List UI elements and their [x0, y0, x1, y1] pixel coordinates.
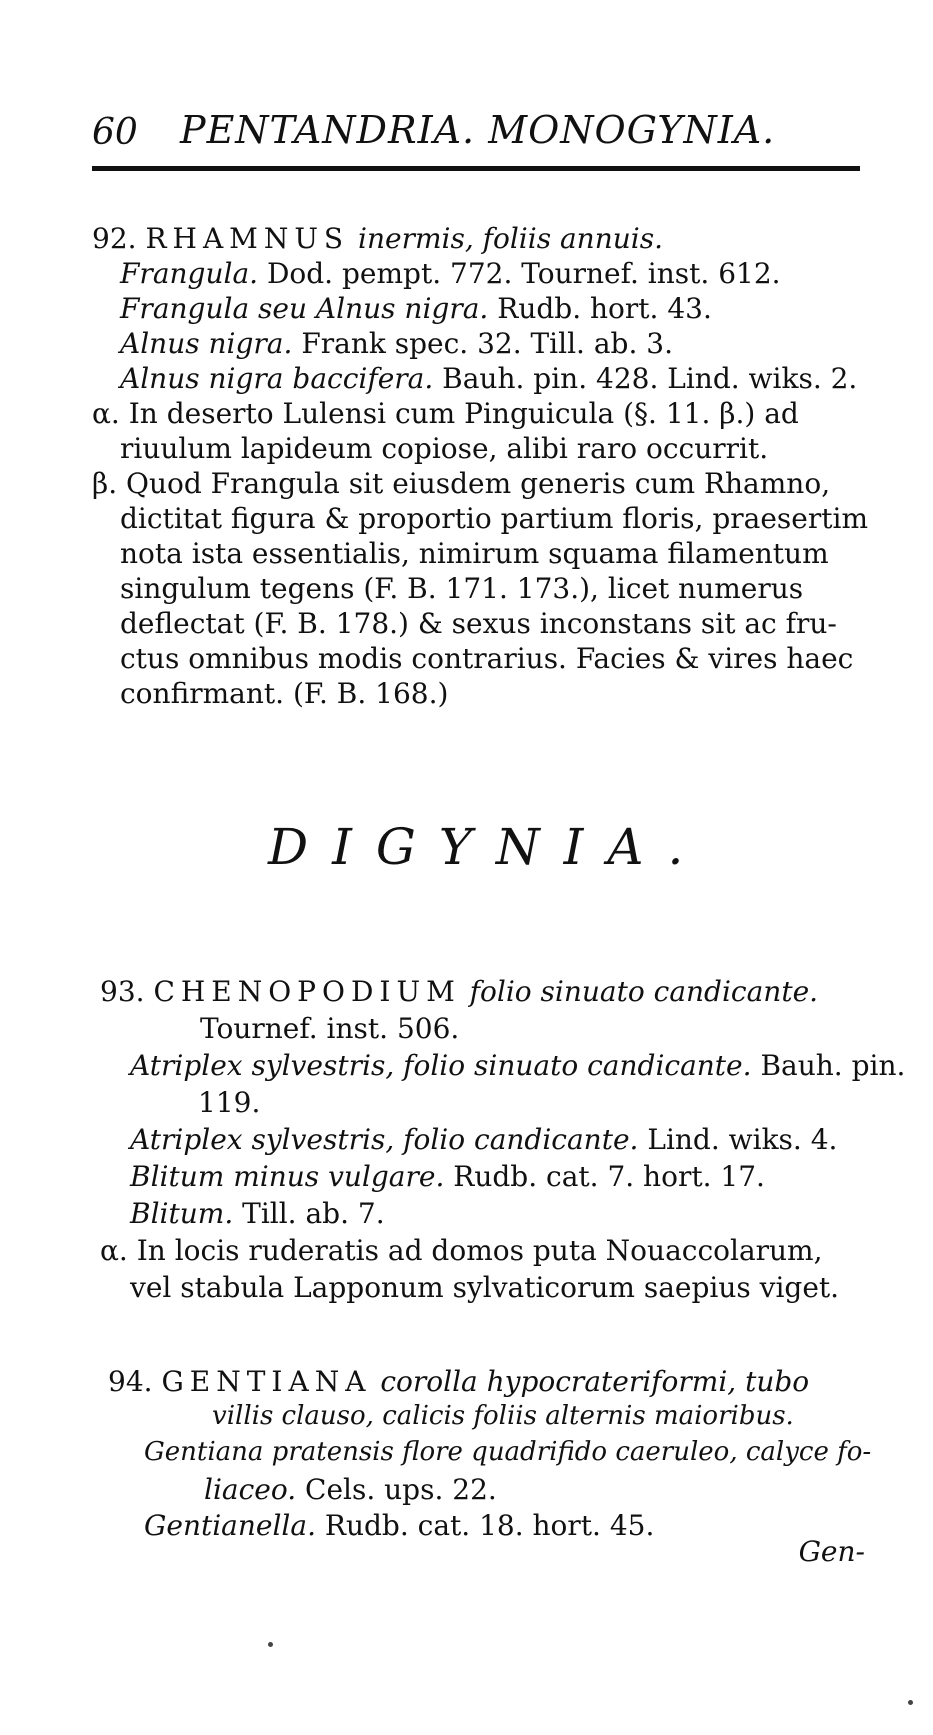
text-line: 119.	[198, 1086, 261, 1119]
note-marker: β.	[92, 467, 118, 500]
genus-name: CHENOPODIUM	[153, 975, 461, 1008]
diagnosis: corolla hypocrateriformi, tubo	[380, 1365, 810, 1398]
synonym-line: Atriplex sylvestris, folio candicante. Lind. wiks. 4.	[130, 1123, 838, 1156]
synonym-line: Alnus nigra. Frank spec. 32. Till. ab. 3.	[120, 327, 673, 360]
genus-name: RHAMNUS	[145, 222, 350, 255]
habitat-line: α. In locis ruderatis ad domos puta Nouaccolarum,	[100, 1234, 823, 1267]
diagnosis: folio sinuato candicante.	[469, 975, 819, 1008]
synonym-line: liaceo. Cels. ups. 22.	[204, 1473, 497, 1506]
text-line: Tournef. inst. 506.	[200, 1012, 460, 1045]
synonym-line: Atriplex sylvestris, folio sinuato candicante. Bauh. pin.	[130, 1049, 906, 1082]
entry-number: 94.	[108, 1365, 153, 1398]
catchword: Gen-	[798, 1535, 865, 1568]
text-line: dictitat figura & proportio partium floris, praesertim	[120, 502, 868, 535]
entry-heading	[100, 975, 818, 1008]
genus-name: GENTIANA	[161, 1365, 372, 1398]
text-line: deflectat (F. B. 178.) & sexus inconstans sit ac fru-	[120, 607, 837, 640]
text-line: riuulum lapideum copiose, alibi raro occurrit.	[120, 432, 769, 465]
text-line: vel stabula Lapponum sylvaticorum saepius viget.	[130, 1271, 840, 1304]
note-line: β. Quod Frangula sit eiusdem generis cum Rhamno,	[92, 467, 831, 500]
note-marker: α.	[92, 397, 120, 430]
paper-speck	[908, 1700, 913, 1705]
synonym-line: Frangula seu Alnus nigra. Rudb. hort. 43.	[120, 292, 712, 325]
entry-number: 92.	[92, 222, 137, 255]
page-number: 60	[92, 112, 138, 153]
diagnosis: inermis, foliis annuis.	[358, 222, 664, 255]
synonym-line: Blitum minus vulgare. Rudb. cat. 7. hort. 17.	[130, 1160, 765, 1193]
diagnosis-continued: villis clauso, calicis foliis alternis maioribus.	[212, 1401, 794, 1431]
synonym-line: Alnus nigra baccifera. Bauh. pin. 428. Lind. wiks. 2.	[120, 362, 858, 395]
header-rule	[92, 166, 860, 171]
text-line: nota ista essentialis, nimirum squama filamentum	[120, 537, 829, 570]
synonym-line: Gentiana pratensis flore quadrifido caeruleo, calyce fo-	[144, 1437, 872, 1467]
synonym-line: Blitum. Till. ab. 7.	[130, 1197, 385, 1230]
entry-heading	[108, 1365, 809, 1398]
note-marker: α.	[100, 1234, 128, 1267]
section-heading: DIGYNIA.	[268, 818, 708, 876]
paper-speck	[268, 1642, 273, 1647]
habitat-line: α. In deserto Lulensi cum Pinguicula (§. 11. β.) ad	[92, 397, 799, 430]
synonym-line: Gentianella. Rudb. cat. 18. hort. 45.	[144, 1509, 655, 1542]
synonym-line: Frangula. Dod. pempt. 772. Tournef. inst. 612.	[120, 257, 781, 290]
entry-heading	[92, 222, 663, 255]
text-line: confirmant. (F. B. 168.)	[120, 677, 449, 710]
text-line: singulum tegens (F. B. 171. 173.), licet numerus	[120, 572, 804, 605]
entry-number: 93.	[100, 975, 145, 1008]
running-title: PENTANDRIA. MONOGYNIA.	[180, 108, 776, 152]
text-line: ctus omnibus modis contrarius. Facies & vires haec	[120, 642, 854, 675]
